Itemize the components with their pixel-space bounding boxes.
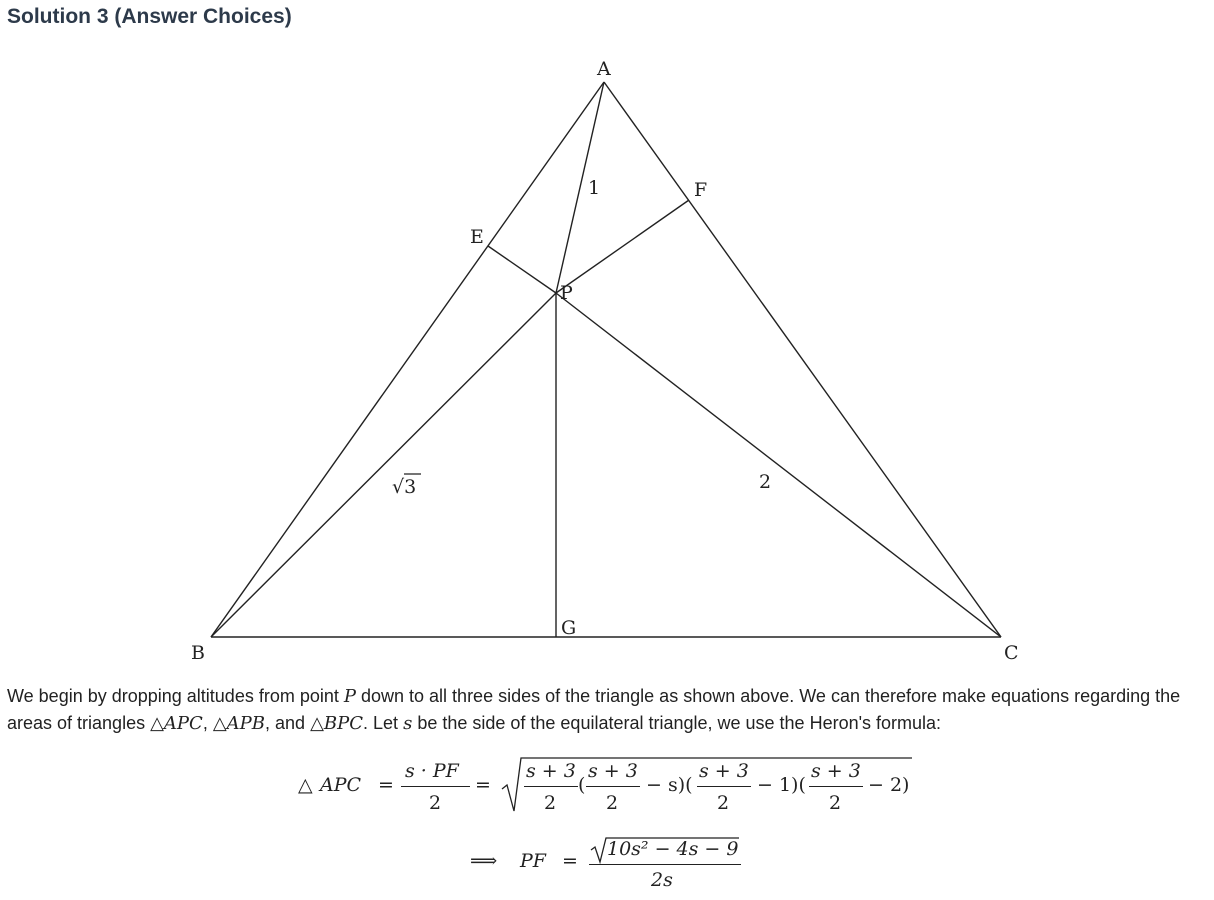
math-point-p: P (343, 686, 356, 707)
side-ac (604, 82, 1001, 637)
eq1-lhs: APC (320, 774, 362, 796)
eq2-fraction-bar (589, 864, 741, 865)
eq1-equals: = (475, 774, 491, 796)
length-label-cp: 2 (759, 471, 772, 493)
paragraph-text: We begin by dropping altitudes from point (7, 686, 344, 706)
eq1-lhs-symbol: △ (298, 774, 313, 796)
eq1-term-denominator: 2 (606, 792, 619, 814)
paragraph-text: be the side of the equilateral triangle, we use the Heron's formula: (412, 713, 942, 733)
foot-label-e: E (470, 226, 484, 248)
triangle-symbol: △ (212, 713, 227, 734)
segment-pb (211, 293, 556, 637)
segment-pc (556, 293, 1001, 637)
eq1-fraction-bar (524, 786, 578, 787)
math-triangle-apb: APB (226, 713, 266, 734)
eq2-denominator: 2s (651, 869, 673, 891)
eq1-equals: = (378, 774, 394, 796)
eq1-term-numerator: s + 3 (699, 760, 749, 782)
eq1-frac-denominator: 2 (429, 792, 442, 814)
eq2-numerator: 10s² − 4s − 9 (607, 838, 739, 860)
foot-label-g: G (561, 617, 577, 639)
eq1-term-denominator: 2 (544, 792, 557, 814)
eq1-operator: − 1)( (757, 774, 806, 796)
paragraph-text: down to all three sides of the triangle as shown above. We can therefore make equations regarding the areas of triangles (7, 686, 1181, 733)
eq2-lhs: PF (520, 850, 546, 872)
paragraph-text: . Let (363, 713, 404, 733)
eq1-paren: ( (578, 774, 586, 796)
eq2-equals: = (562, 850, 578, 872)
foot-label-f: F (694, 179, 708, 201)
vertex-label-c: C (1004, 642, 1019, 664)
paragraph-text: , (202, 713, 213, 733)
eq1-term-denominator: 2 (717, 792, 730, 814)
length-label-bp: √3 (392, 476, 417, 498)
triangle-symbol: △ (310, 713, 324, 734)
vertex-label-a: A (597, 58, 611, 80)
eq1-term-denominator: 2 (829, 792, 842, 814)
eq1-term-numerator: s + 3 (811, 760, 861, 782)
side-ab (211, 82, 604, 637)
eq1-fraction-bar (586, 786, 640, 787)
vertex-label-b: B (191, 642, 205, 664)
solution-heading: Solution 3 (Answer Choices) (7, 5, 292, 28)
math-triangle-bpc: BPC (323, 713, 364, 734)
explanation-paragraph (7, 683, 1207, 737)
math-triangle-apc: APC (163, 713, 203, 734)
eq1-fraction-bar (809, 786, 863, 787)
length-label-ap: 1 (588, 177, 601, 199)
eq1-term-numerator: s + 3 (588, 760, 638, 782)
altitude-pe (488, 246, 556, 293)
implies-arrow: ⟹ (470, 850, 498, 872)
eq1-fraction-bar (401, 786, 470, 787)
point-label-p: P (560, 282, 573, 304)
eq1-frac-numerator: s · PF (405, 760, 459, 782)
altitude-pf (556, 200, 689, 293)
eq1-operator: − 2) (868, 774, 910, 796)
eq1-operator: − s)( (646, 774, 693, 796)
eq1-term-numerator: s + 3 (526, 760, 576, 782)
paragraph-text: , and (265, 713, 311, 733)
math-var-s: s (403, 713, 413, 734)
eq1-fraction-bar (697, 786, 751, 787)
triangle-symbol: △ (150, 713, 164, 734)
